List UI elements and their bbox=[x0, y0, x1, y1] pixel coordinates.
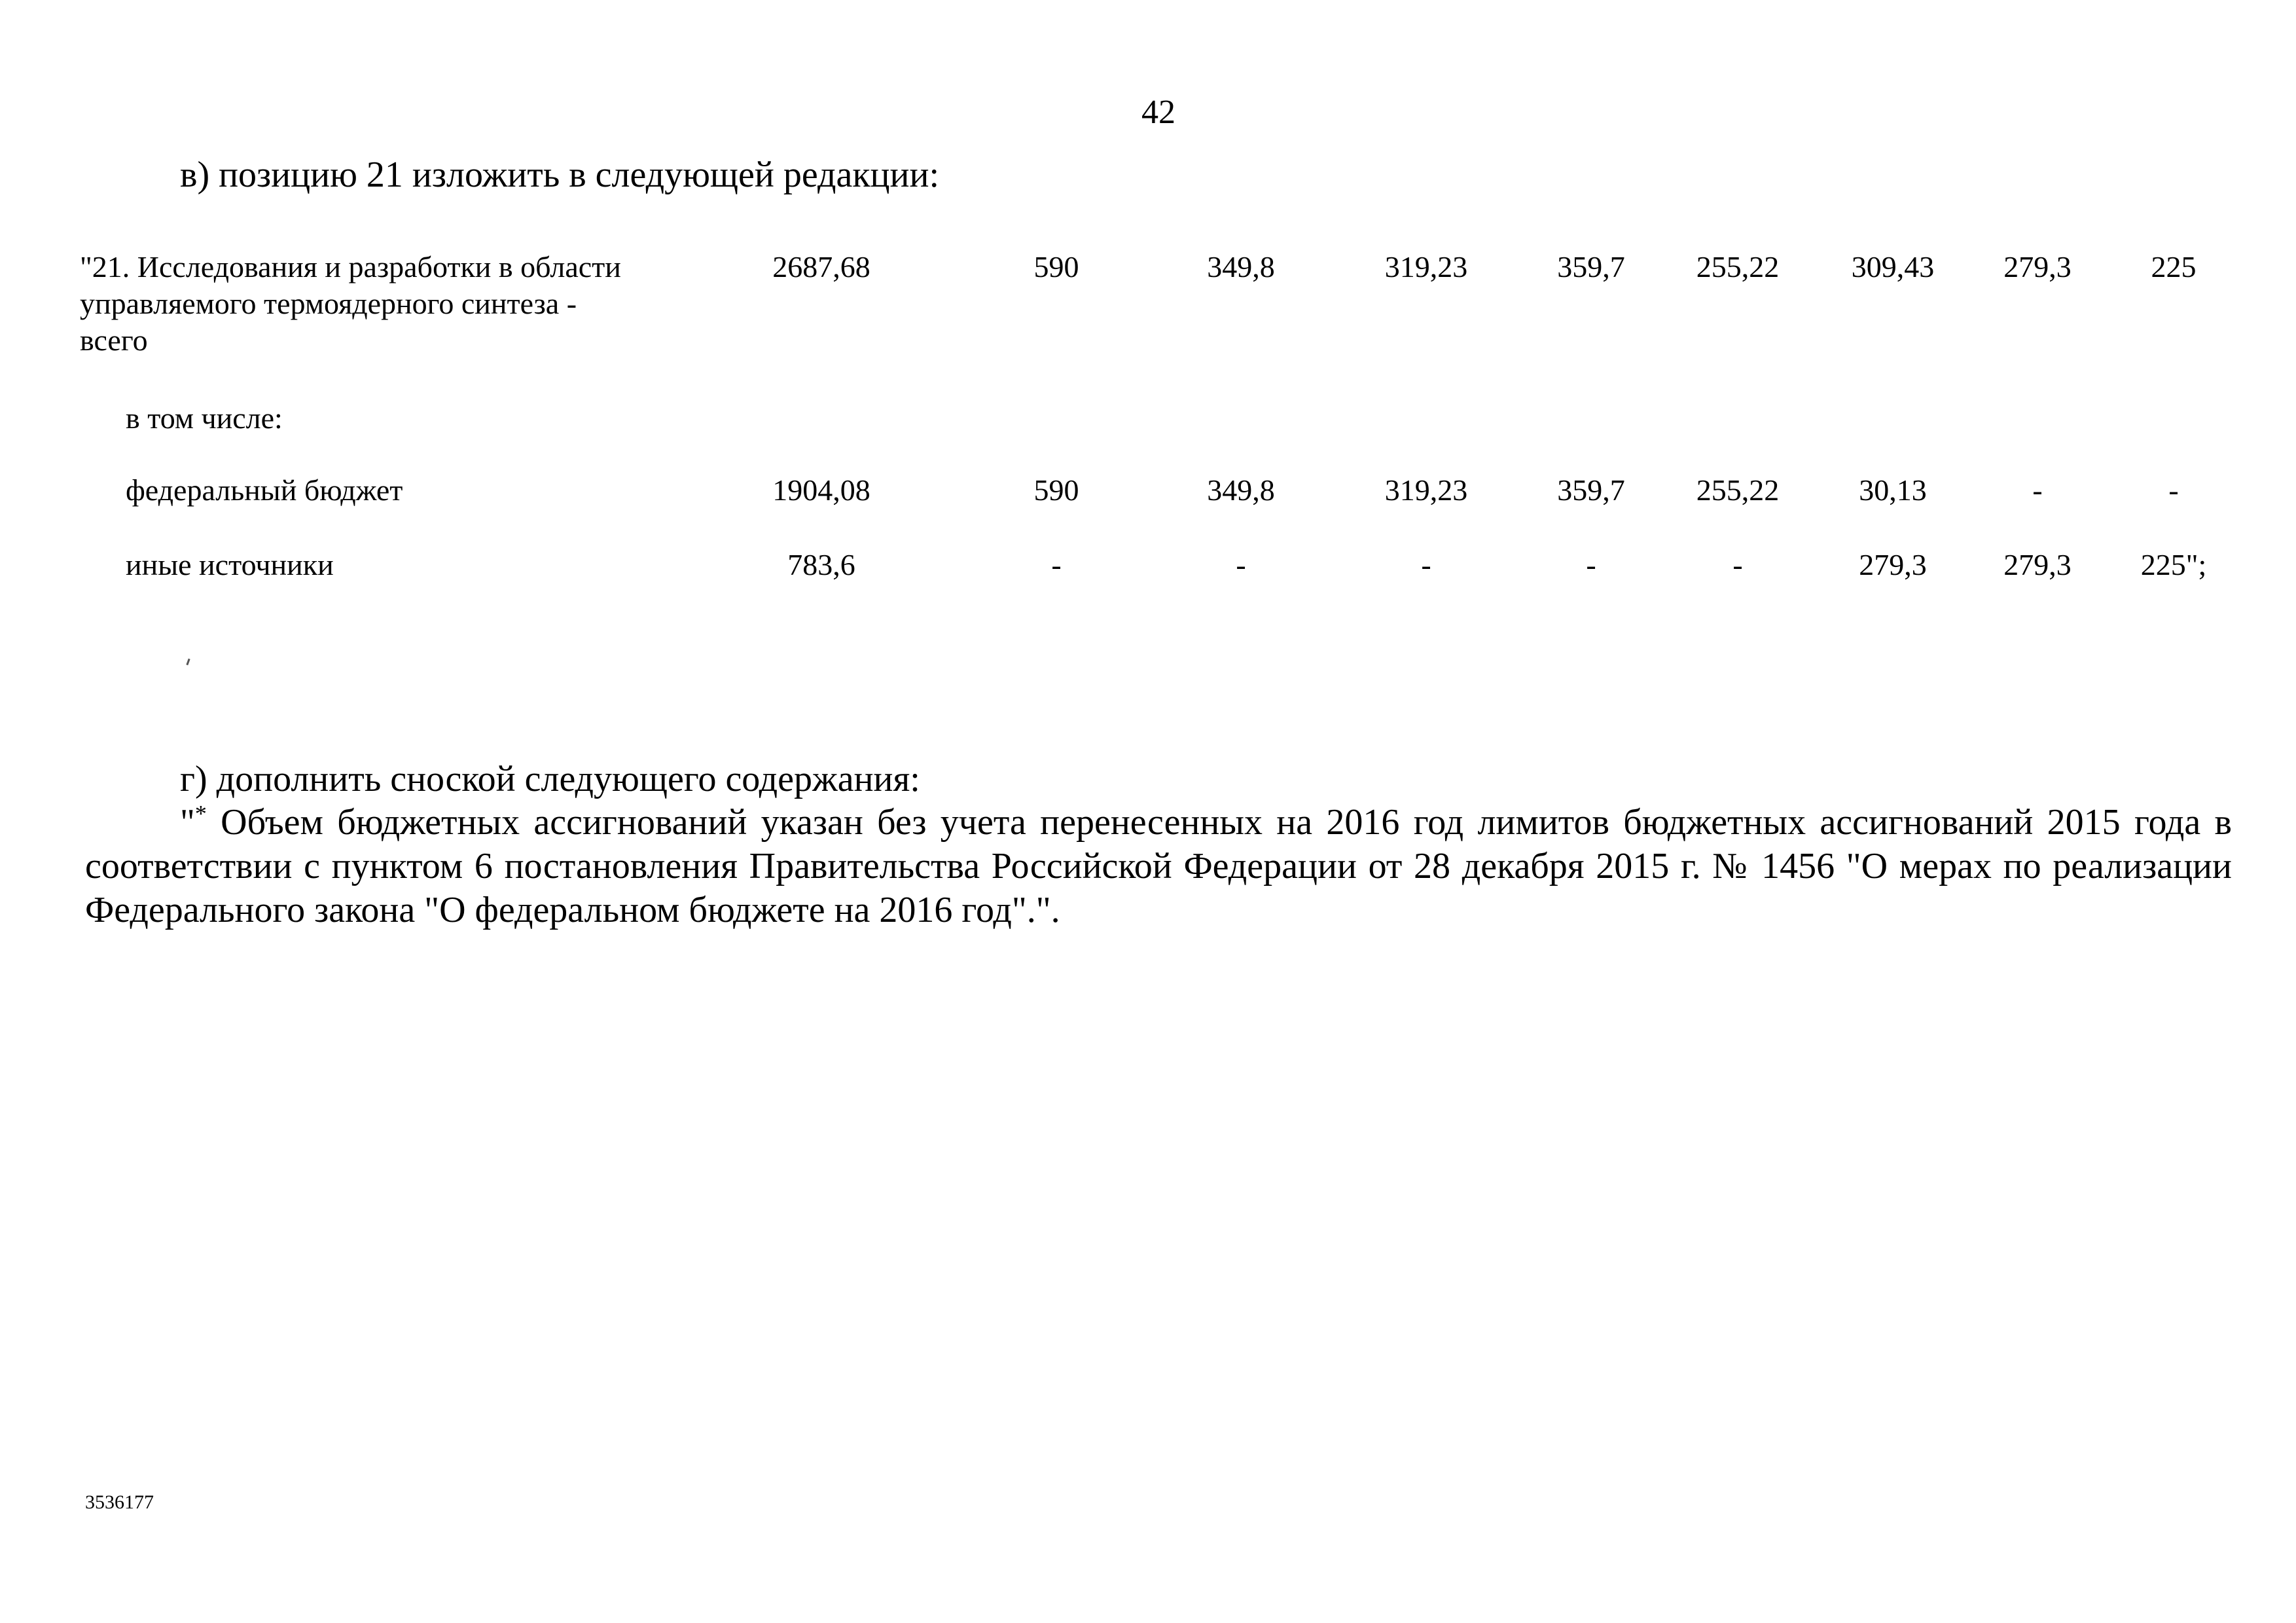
table-cell: 783,6 bbox=[787, 548, 855, 581]
footnote-paragraph bbox=[85, 801, 2232, 932]
table-cell: 279,3 bbox=[1859, 548, 1927, 581]
table-cell: 349,8 bbox=[1207, 473, 1275, 507]
table-cell: 30,13 bbox=[1859, 473, 1927, 507]
footnote-open-quote: " bbox=[180, 802, 195, 843]
row-label-line: "21. Исследования и разработки в области bbox=[80, 250, 621, 283]
table-cell: - bbox=[1051, 548, 1062, 581]
table-cell: 319,23 bbox=[1384, 473, 1468, 507]
footnote-text: Объем бюджетных ассигнований указан без учета перенесенных на 2016 год лимитов бюджетных ассигнований 2015 года в соответствии с пунктом 6 постановления Правительства Российской Федерации от 28 декабря 2015 г. № 1456 "О мерах по реализации Федерального закона "О федеральном бюджете на 2016 год".". bbox=[85, 802, 2232, 930]
row-label-including: в том числе: bbox=[126, 401, 283, 435]
table-cell: 319,23 bbox=[1384, 250, 1468, 283]
table-cell: 255,22 bbox=[1696, 250, 1780, 283]
footnote-asterisk: * bbox=[194, 800, 207, 827]
row-label-other-sources: иные источники bbox=[126, 548, 334, 581]
table-cell: 255,22 bbox=[1696, 473, 1780, 507]
table-cell: 225"; bbox=[2140, 548, 2207, 581]
table-cell: 1904,08 bbox=[772, 473, 870, 507]
section-g-heading: г) дополнить сноской следующего содержания: bbox=[180, 759, 920, 799]
table-cell: - bbox=[2032, 473, 2043, 507]
table-cell: 590 bbox=[1033, 473, 1079, 507]
table-cell: - bbox=[2168, 473, 2179, 507]
row-label-line: всего bbox=[80, 323, 148, 357]
table-cell: 309,43 bbox=[1851, 250, 1935, 283]
row-label-line: управляемого термоядерного синтеза - bbox=[80, 287, 577, 320]
table-cell: 590 bbox=[1033, 250, 1079, 283]
table-cell: - bbox=[1586, 548, 1596, 581]
table-cell: 359,7 bbox=[1557, 473, 1625, 507]
row-label-total bbox=[80, 249, 621, 359]
table-cell: 349,8 bbox=[1207, 250, 1275, 283]
table-cell: - bbox=[1732, 548, 1743, 581]
table-cell: 359,7 bbox=[1557, 250, 1625, 283]
table-cell: 2687,68 bbox=[772, 250, 870, 283]
page-number: 42 bbox=[1141, 94, 1175, 131]
table-cell: 279,3 bbox=[2003, 250, 2072, 283]
scan-mark bbox=[186, 659, 190, 665]
table-cell: - bbox=[1421, 548, 1431, 581]
table-cell: 225 bbox=[2151, 250, 2197, 283]
section-v-heading: в) позицию 21 изложить в следующей редакции: bbox=[180, 155, 940, 195]
document-code: 3536177 bbox=[85, 1491, 154, 1513]
row-label-federal-budget: федеральный бюджет bbox=[126, 473, 403, 507]
table-cell: - bbox=[1236, 548, 1246, 581]
table-cell: 279,3 bbox=[2003, 548, 2072, 581]
